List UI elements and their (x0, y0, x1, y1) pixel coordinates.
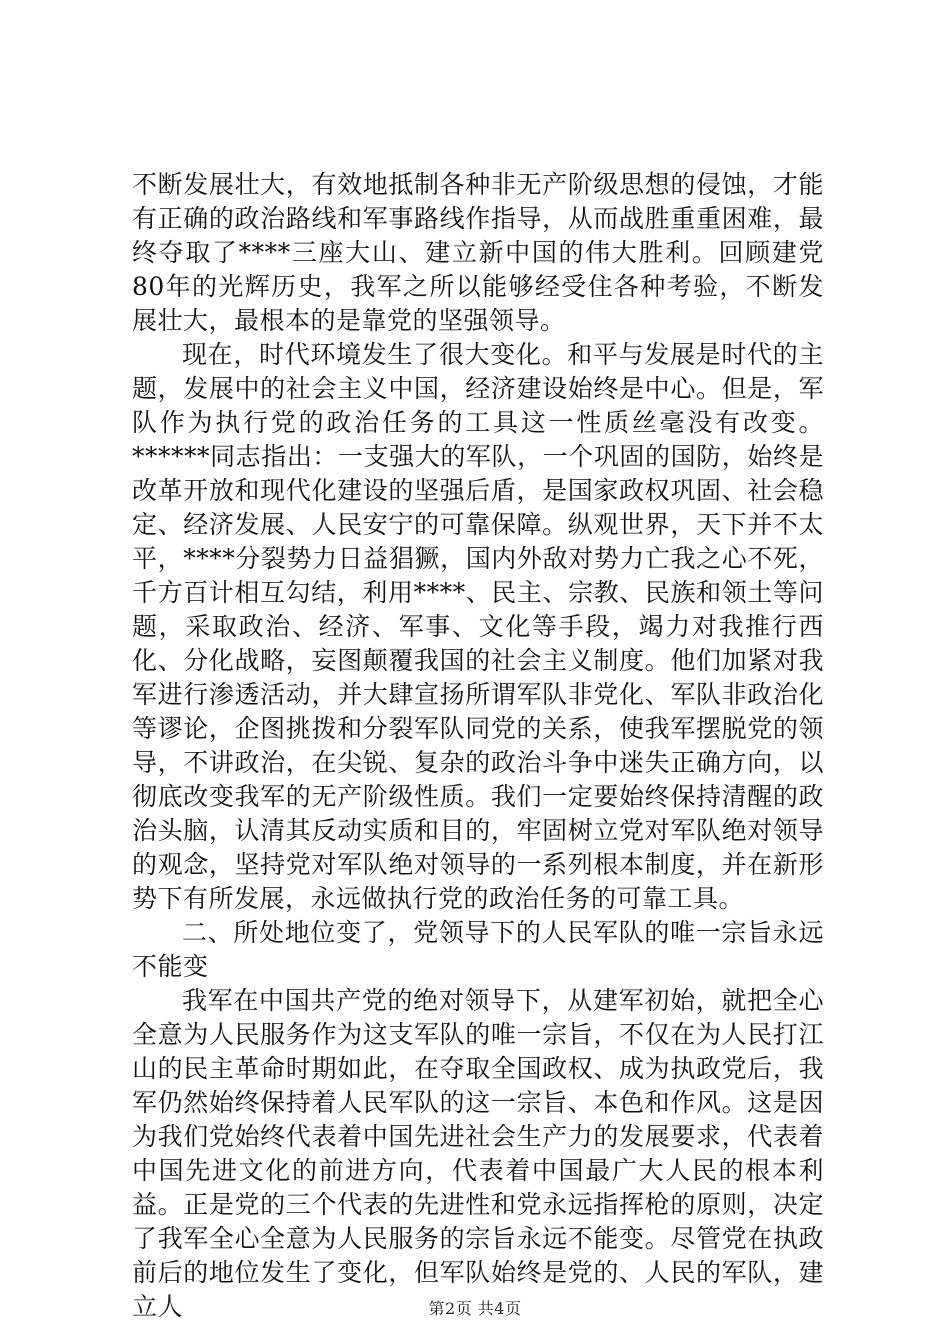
section-heading: 二、所处地位变了，党领导下的人民军队的唯一宗旨永远不能变 (132, 918, 824, 981)
paragraph: 现在，时代环境发生了很大变化。和平与发展是时代的主题，发展中的社会主义中国，经济建设始终是中心。但是，军队作为执行党的政治任务的工具这一性质丝毫没有改变。******同志指出：一支强大的军队，一个巩固的国防，始终是改革开放和现代化建设的坚强后盾，是国家政权巩固、社会稳定、经济发展、人民安宁的可靠保障。纵观世界，天下并不太平，****分裂势力日益猖獗，国内外敌对势力亡我之心不死，千方百计相互勾结，利用****、民主、宗教、民族和领土等问题，采取政治、经济、军事、文化等手段，竭力对我推行西化、分化战略，妄图颠覆我国的社会主义制度。他们加紧对我军进行渗透活动，并大肆宣扬所谓军队非党化、军队非政治化等谬论，企图挑拨和分裂军队同党的关系，使我军摆脱党的领导，不讲政治，在尖锐、复杂的政治斗争中迷失正确方向，以彻底改变我军的无产阶级性质。我们一定要始终保持清醒的政治头脑，认清其反动实质和目的，牢固树立党对军队绝对领导的观念，坚持党对军队绝对领导的一系列根本制度，并在新形势下有所发展，永远做执行党的政治任务的可靠工具。 (132, 340, 824, 913)
paragraph-continued: 不断发展壮大，有效地抵制各种非无产阶级思想的侵蚀，才能有正确的政治路线和军事路线作指导，从而战胜重重困难，最终夺取了****三座大山、建立新中国的伟大胜利。回顾建党80年的光辉历史，我军之所以能够经受住各种考验，不断发展壮大，最根本的是靠党的坚强领导。 (132, 170, 824, 335)
page-footer: 第2页 共4页 (428, 1299, 522, 1318)
paragraph: 我军在中国共产党的绝对领导下，从建军初始，就把全心全意为人民服务作为这支军队的唯一宗旨，不仅在为人民打江山的民主革命时期如此，在夺取全国政权、成为执政党后，我军仍然始终保持着人民军队的这一宗旨、本色和作风。这是因为我们党始终代表着中国先进社会生产力的发展要求，代表着中国先进文化的前进方向，代表着中国最广大人民的根本利益。正是党的三个代表的先进性和党永远指挥枪的原则，决定了我军全心全意为人民服务的宗旨永远不能变。尽管党在执政前后的地位发生了变化，但军队始终是党的、人民的军队，建立人 (132, 986, 824, 1321)
document-body (132, 168, 824, 1324)
